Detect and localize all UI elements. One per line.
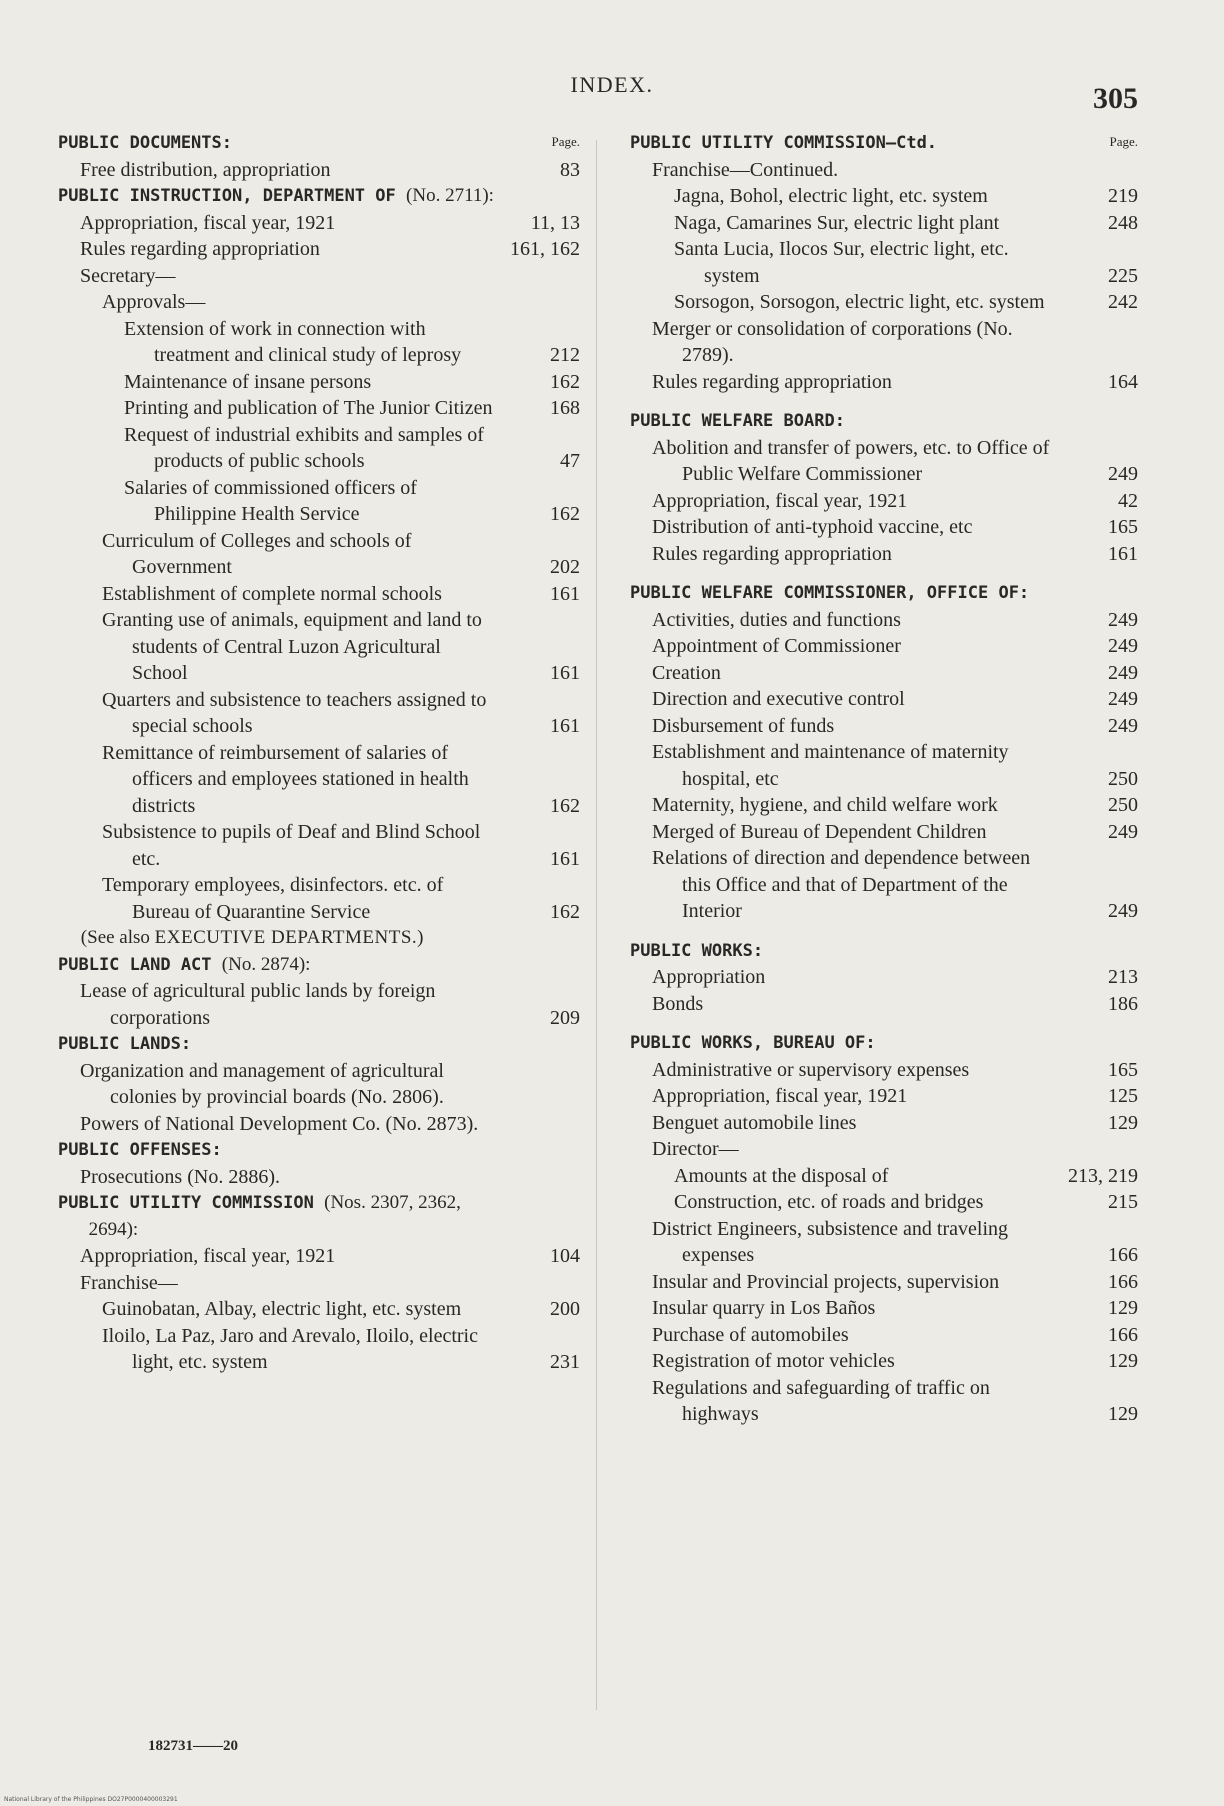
entry-page: 200	[550, 1298, 580, 1320]
entry-page: 162	[550, 370, 580, 393]
entry-page: 161	[550, 847, 580, 870]
index-entry	[58, 422, 580, 475]
entry-text: Disbursement of funds	[652, 714, 835, 737]
index-entry	[58, 581, 580, 608]
entry-page: 129	[1108, 1350, 1138, 1372]
section-heading-row	[630, 130, 1138, 157]
entry-page: 168	[550, 397, 580, 419]
section-heading-row	[58, 183, 580, 210]
entry-page: 250	[1108, 767, 1138, 790]
entry-page: 162	[550, 503, 580, 525]
entry-text: Maternity, hygiene, and child welfare work	[652, 794, 998, 816]
entry-text: District Engineers, subsistence and traveling expenses	[652, 1217, 1009, 1266]
entry-text: Naga, Camarines Sur, electric light plant	[674, 211, 1000, 234]
entry-text: Prosecutions (No. 2886).	[80, 1165, 280, 1188]
index-entry	[630, 1295, 1138, 1322]
heading-text: PUBLIC LANDS:	[58, 1034, 192, 1054]
entry-text: Lease of agricultural public lands by foreign corporations	[80, 980, 436, 1029]
entry-page: 213, 219	[1068, 1164, 1138, 1187]
entry-page: 249	[1108, 900, 1138, 922]
entry-text: Iloilo, La Paz, Jaro and Arevalo, Iloilo, electric light, etc. system	[102, 1324, 478, 1373]
index-entry	[630, 541, 1138, 568]
entry-text: Rules regarding appropriation	[80, 238, 320, 260]
index-entry	[630, 488, 1138, 515]
section-heading	[630, 130, 1138, 157]
page-number: 305	[1093, 82, 1138, 115]
section-heading	[630, 408, 1138, 435]
entry-text: Extension of work in connection with treatment and clinical study of leprosy	[124, 317, 462, 366]
index-section	[58, 130, 580, 183]
left-column	[58, 130, 580, 1376]
entry-page: 161	[550, 582, 580, 605]
entry-page: 162	[550, 794, 580, 817]
section-heading	[58, 1137, 580, 1164]
index-entry	[630, 1348, 1138, 1375]
section-heading-row	[58, 130, 580, 157]
entry-page: 249	[1108, 635, 1138, 657]
entry-text: Amounts at the disposal of	[674, 1164, 889, 1187]
entry-text: Appropriation	[652, 966, 766, 988]
index-entry	[58, 369, 580, 396]
section-heading	[58, 130, 580, 157]
entry-text: Establishment and maintenance of maternity hospital, etc	[652, 741, 1009, 790]
entry-page: 249	[1108, 608, 1138, 631]
index-entry	[58, 236, 580, 263]
page-column-label: Page.	[551, 134, 580, 149]
entry-text: Administrative or supervisory expenses	[652, 1058, 970, 1081]
entry-text: Appropriation, fiscal year, 1921	[80, 211, 336, 234]
entry-page: 161, 162	[510, 238, 580, 260]
page-column-label: Page.	[1109, 134, 1138, 149]
entry-text: Quarters and subsistence to teachers assigned to special schools	[102, 688, 487, 737]
entry-text: Merger or consolidation of corporations (No. 2789).	[652, 317, 1013, 366]
entry-page: 186	[1108, 992, 1138, 1015]
entry-text: Franchise—	[80, 1271, 178, 1294]
entry-text: Subsistence to pupils of Deaf and Blind School etc.	[102, 821, 481, 870]
entry-page: 161	[1108, 542, 1138, 565]
entry-page: 249	[1108, 688, 1138, 710]
entry-text: Relations of direction and dependence between this Office and that of Department of the Interior	[652, 847, 1031, 922]
entry-text: Granting use of animals, equipment and land to students of Central Luzon Agricultural School	[102, 609, 482, 684]
index-entry	[630, 236, 1138, 289]
index-entry	[630, 713, 1138, 740]
index-entry	[630, 435, 1138, 488]
running-title: INDEX.	[570, 72, 654, 97]
entry-text: Franchise—Continued.	[652, 158, 839, 181]
entry-page: 249	[1108, 661, 1138, 684]
entry-text: Appointment of Commissioner	[652, 635, 901, 657]
index-entry	[630, 1057, 1138, 1084]
index-entry	[630, 1322, 1138, 1349]
index-entry	[58, 289, 580, 316]
heading-note: (No. 2711):	[406, 185, 494, 206]
entry-text: Curriculum of Colleges and schools of Government	[102, 529, 412, 578]
entry-page: 162	[550, 900, 580, 923]
index-entry	[630, 1216, 1138, 1269]
index-section	[630, 1030, 1138, 1428]
entry-page: 166	[1108, 1244, 1138, 1266]
entry-text: Guinobatan, Albay, electric light, etc. system	[102, 1298, 462, 1320]
index-entry	[630, 514, 1138, 541]
index-section	[630, 408, 1138, 567]
entry-page: 165	[1108, 1058, 1138, 1081]
entry-page: 42	[1118, 489, 1138, 512]
section-heading	[630, 580, 1138, 607]
index-entry	[630, 964, 1138, 991]
entry-page: 129	[1108, 1297, 1138, 1319]
index-entry	[58, 978, 580, 1031]
index-entry	[630, 1189, 1138, 1216]
entry-text: Benguet automobile lines	[652, 1111, 857, 1134]
entry-page: 250	[1108, 794, 1138, 816]
entry-text: Director—	[652, 1138, 739, 1160]
entry-text: Activities, duties and functions	[652, 608, 901, 631]
entry-page: 104	[550, 1245, 580, 1267]
section-heading	[58, 1031, 580, 1058]
entry-page: 242	[1108, 291, 1138, 313]
entry-text: Bonds	[652, 992, 704, 1015]
entry-page: 249	[1108, 714, 1138, 737]
index-section	[630, 130, 1138, 395]
entry-page: 129	[1108, 1111, 1138, 1134]
index-entry	[630, 316, 1138, 369]
signature-mark: 182731——20	[148, 1738, 238, 1754]
index-entry	[630, 183, 1138, 210]
entry-text: Maintenance of insane persons	[124, 370, 372, 393]
index-entry	[58, 210, 580, 237]
entry-page: 161	[550, 715, 580, 737]
section-heading-row	[58, 1031, 580, 1058]
entry-page: 249	[1108, 820, 1138, 843]
entry-page: 165	[1108, 516, 1138, 538]
entry-page: 202	[550, 556, 580, 578]
section-heading	[630, 1030, 1138, 1057]
heading-note: (Nos. 2307, 2362, 2694):	[88, 1192, 461, 1240]
index-entry	[58, 740, 580, 820]
entry-text: Creation	[652, 661, 721, 684]
entry-text: Distribution of anti-typhoid vaccine, etc	[652, 516, 973, 538]
heading-text: PUBLIC OFFENSES:	[58, 1140, 222, 1160]
entry-text: Abolition and transfer of powers, etc. to Office of Public Welfare Commissioner	[652, 436, 1050, 485]
section-heading-row	[58, 952, 580, 979]
entry-text: Direction and executive control	[652, 688, 905, 710]
entry-text: Santa Lucia, Ilocos Sur, electric light, etc. system	[674, 238, 1009, 287]
entry-text: Appropriation, fiscal year, 1921	[80, 1245, 336, 1267]
index-section	[58, 1137, 580, 1190]
section-heading	[630, 938, 1138, 965]
index-entry	[58, 475, 580, 528]
entry-text: Rules regarding appropriation	[652, 370, 892, 393]
heading-text: PUBLIC UTILITY COMMISSION	[58, 1193, 314, 1213]
column-divider	[596, 140, 597, 1710]
entry-text: Regulations and safeguarding of traffic on highways	[652, 1376, 990, 1425]
index-section	[58, 183, 580, 925]
entry-text: Jagna, Bohol, electric light, etc. system	[674, 185, 988, 207]
heading-text: PUBLIC UTILITY COMMISSION—Ctd.	[630, 133, 938, 153]
index-entry	[58, 1323, 580, 1376]
section-heading	[58, 183, 580, 210]
see-also-ref: EXECUTIVE DEPARTMENTS.)	[154, 927, 424, 948]
entry-page: 209	[550, 1006, 580, 1029]
index-entry	[630, 633, 1138, 660]
entry-text: Insular quarry in Los Baños	[652, 1297, 876, 1319]
index-entry	[630, 1375, 1138, 1428]
heading-note: (No. 2874):	[221, 953, 311, 975]
section-heading-row	[58, 1190, 580, 1243]
index-entry	[630, 210, 1138, 237]
entry-text: Appropriation, fiscal year, 1921	[652, 489, 908, 512]
heading-text: PUBLIC INSTRUCTION, DEPARTMENT OF	[58, 186, 396, 206]
index-entry	[58, 607, 580, 687]
entry-page: 125	[1108, 1085, 1138, 1107]
footer-credit: National Library of the Philippines DO27P0000400003291	[4, 1796, 178, 1803]
index-entry	[58, 1296, 580, 1323]
entry-page: 166	[1108, 1323, 1138, 1346]
section-heading-row	[630, 580, 1138, 607]
entry-text: Appropriation, fiscal year, 1921	[652, 1085, 908, 1107]
see-also-prefix: (See also	[80, 927, 150, 948]
heading-text: PUBLIC DOCUMENTS:	[58, 133, 232, 153]
entry-page: 47	[560, 450, 580, 472]
index-entry	[630, 289, 1138, 316]
entry-text: Construction, etc. of roads and bridges	[674, 1191, 984, 1213]
section-heading	[58, 1190, 580, 1243]
index-entry	[630, 1110, 1138, 1137]
index-entry	[58, 316, 580, 369]
entry-text: Insular and Provincial projects, supervision	[652, 1270, 1000, 1293]
entry-page: 219	[1108, 185, 1138, 207]
index-entry	[630, 607, 1138, 634]
entry-text: Establishment of complete normal schools	[102, 582, 442, 605]
heading-text: PUBLIC WORKS:	[630, 940, 764, 961]
index-entry	[630, 1163, 1138, 1190]
entry-page: 248	[1108, 211, 1138, 234]
index-section	[58, 925, 580, 952]
index-entry	[630, 686, 1138, 713]
index-entry	[58, 819, 580, 872]
index-entry	[58, 872, 580, 925]
section-heading-row	[58, 1137, 580, 1164]
entry-page: 166	[1108, 1270, 1138, 1293]
index-entry	[58, 1058, 580, 1111]
index-entry	[630, 991, 1138, 1018]
right-column	[630, 130, 1138, 1428]
entry-text: Rules regarding appropriation	[652, 542, 892, 565]
heading-text: PUBLIC WORKS, BUREAU OF:	[630, 1033, 876, 1053]
index-entry	[58, 157, 580, 184]
index-entry	[630, 739, 1138, 792]
section-heading	[58, 952, 580, 979]
index-entry	[630, 845, 1138, 925]
entry-text: Request of industrial exhibits and samples of products of public schools	[124, 423, 484, 472]
index-entry	[630, 1136, 1138, 1163]
entry-page: 225	[1108, 264, 1138, 287]
index-entry	[58, 528, 580, 581]
entry-text: Purchase of automobiles	[652, 1323, 849, 1346]
index-entry	[630, 369, 1138, 396]
index-entry	[58, 263, 580, 290]
entry-text: Registration of motor vehicles	[652, 1350, 895, 1372]
entry-page: 212	[550, 344, 580, 366]
entry-text: Approvals—	[102, 291, 206, 313]
section-heading-row	[630, 938, 1138, 965]
entry-text: Organization and management of agricultural colonies by provincial boards (No. 2806).	[80, 1059, 444, 1108]
entry-text: Merged of Bureau of Dependent Children	[652, 820, 987, 843]
section-heading-row	[630, 408, 1138, 435]
index-section	[58, 1190, 580, 1376]
index-entry	[630, 819, 1138, 846]
entry-page: 249	[1108, 463, 1138, 485]
entry-text: Sorsogon, Sorsogon, electric light, etc. system	[674, 291, 1045, 313]
entry-page: 83	[560, 158, 580, 181]
index-entry	[58, 1270, 580, 1297]
entry-page: 215	[1108, 1191, 1138, 1213]
index-entry	[58, 687, 580, 740]
index-entry	[58, 1243, 580, 1270]
index-entry	[630, 1269, 1138, 1296]
heading-text: PUBLIC WELFARE BOARD:	[630, 411, 845, 431]
heading-text: PUBLIC LAND ACT	[58, 954, 212, 975]
index-entry	[58, 1164, 580, 1191]
entry-text: Temporary employees, disinfectors. etc. of Bureau of Quarantine Service	[102, 874, 444, 923]
entry-text: Printing and publication of The Junior Citizen	[124, 397, 493, 419]
heading-text: PUBLIC WELFARE COMMISSIONER, OFFICE OF:	[630, 583, 1030, 603]
index-section	[630, 580, 1138, 925]
entry-text: Free distribution, appropriation	[80, 158, 331, 181]
entry-page: 213	[1108, 966, 1138, 988]
entry-page: 161	[550, 662, 580, 684]
entry-text: Remittance of reimbursement of salaries of officers and employees stationed in health districts	[102, 741, 469, 817]
index-entry	[58, 395, 580, 422]
index-entry	[630, 1083, 1138, 1110]
section-heading-row	[630, 1030, 1138, 1057]
see-also-note	[58, 925, 580, 952]
index-section	[58, 952, 580, 1032]
index-section	[58, 1031, 580, 1137]
index-entry	[630, 157, 1138, 184]
index-section	[630, 938, 1138, 1018]
entry-text: Powers of National Development Co. (No. 2873).	[80, 1112, 479, 1135]
entry-page: 129	[1108, 1403, 1138, 1425]
entry-text: Secretary—	[80, 264, 176, 287]
entry-page: 164	[1108, 370, 1138, 393]
entry-page: 11, 13	[530, 211, 580, 234]
index-entry	[58, 1111, 580, 1138]
entry-page: 231	[550, 1351, 580, 1373]
entry-text: Salaries of commissioned officers of Philippine Health Service	[124, 476, 417, 525]
index-entry	[630, 660, 1138, 687]
index-entry	[630, 792, 1138, 819]
